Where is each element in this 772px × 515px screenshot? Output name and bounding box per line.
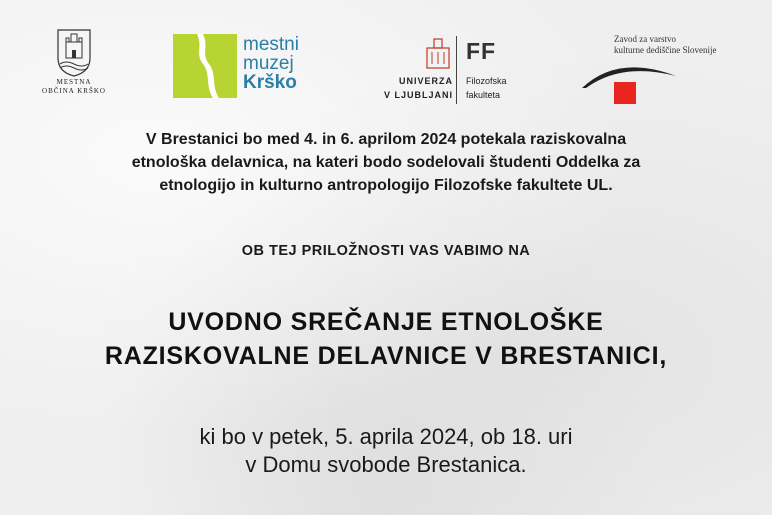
intro-paragraph [20, 128, 752, 197]
red-square-icon [614, 82, 636, 104]
coat-of-arms-icon [56, 28, 92, 78]
krsko-municipality-logo [36, 28, 112, 112]
event-details [20, 423, 752, 479]
intro-line2: etnološka delavnica, na kateri bodo sodelovali študenti Oddelka za [131, 154, 641, 171]
intro-line3: etnologijo in kulturno antropologijo Filozofske fakultete UL. [159, 177, 613, 194]
ul-text [383, 74, 453, 102]
muzej-text [243, 35, 299, 92]
ff-line1: Filozofska [466, 76, 507, 86]
muzej-line3: Krško [243, 72, 297, 93]
ff-line2: fakulteta [466, 90, 501, 100]
ul-line2: V LJUBLJANI [383, 90, 453, 100]
university-emblem-icon [425, 36, 451, 70]
zvkds-logo [578, 34, 748, 110]
zvkds-line1: Zavod za varstvo [614, 34, 676, 44]
invite-heading: OB TEJ PRILOŽNOSTI VAS VABIMO NA [241, 243, 531, 259]
ul-line1: UNIVERZA [398, 76, 453, 86]
ul-ff-logo [383, 34, 518, 106]
ff-letters: FF [466, 38, 497, 64]
details-line2: v Domu svobode Brestanica. [245, 452, 527, 477]
river-shape-icon [173, 34, 237, 98]
muzej-line1: mestni [243, 34, 299, 55]
mestni-muzej-logo [173, 34, 323, 100]
event-title-line2: RAZISKOVALNE DELAVNICE V BRESTANICI, [104, 342, 668, 370]
ff-subtitle [466, 74, 507, 102]
muzej-line2: muzej [243, 53, 294, 74]
ff-divider [456, 36, 457, 104]
krsko-line1: MESTNA [56, 78, 92, 86]
event-title-line1: UVODNO SREČANJE ETNOLOŠKE [168, 308, 604, 336]
zvkds-line2: kulturne dediščine Slovenije [614, 45, 717, 55]
event-title [10, 305, 762, 373]
details-line1: ki bo v petek, 5. aprila 2024, ob 18. uri [199, 424, 573, 449]
logo-bar [0, 0, 772, 120]
intro-line1: V Brestanici bo med 4. in 6. aprilom 2024 potekala raziskovalna [145, 131, 627, 148]
muzej-green-block [173, 34, 237, 98]
krsko-line2: OBČINA KRŠKO [42, 87, 106, 95]
zvkds-text [614, 34, 716, 56]
